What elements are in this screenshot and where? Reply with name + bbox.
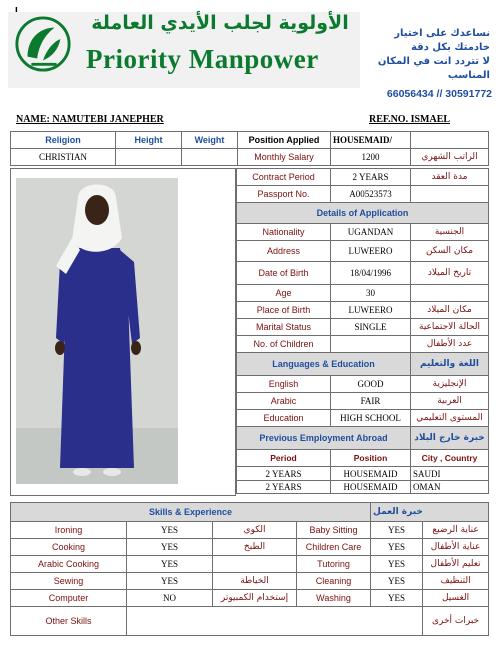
agency-logo-icon — [14, 14, 72, 74]
skill-sewing-label: Sewing — [11, 573, 127, 590]
address-label: Address — [237, 241, 331, 262]
children-arabic: عدد الأطفال — [411, 336, 489, 353]
skill-washing-arabic: الغسيل — [423, 590, 489, 607]
dob-value: 18/04/1996 — [331, 262, 411, 285]
arabic-value: FAIR — [331, 393, 411, 410]
period-header: Period — [237, 450, 331, 467]
employment-row — [237, 467, 489, 481]
employment-period: 2 YEARS — [237, 481, 331, 494]
education-arabic: المستوى التعليمي — [411, 410, 489, 427]
skill-children-care-value: YES — [371, 539, 423, 556]
address-value: LUWEERO — [331, 241, 411, 262]
education-label: Education — [237, 410, 331, 427]
city-country-header: City , Country — [411, 450, 489, 467]
nationality-arabic: الجنسية — [411, 224, 489, 241]
skill-cooking-label: Cooking — [11, 539, 127, 556]
skills-heading-arabic: خبرة العمل — [371, 503, 489, 522]
passport-arabic — [411, 186, 489, 203]
religion-value: CHRISTIAN — [11, 149, 116, 166]
skill-ironing-label: Ironing — [11, 522, 127, 539]
height-header: Height — [116, 132, 182, 149]
skill-cooking-value: YES — [127, 539, 213, 556]
slogan-line-1: نساعدك على اختيار خادمتك بكل دقة — [394, 28, 490, 53]
employment-period: 2 YEARS — [237, 467, 331, 481]
reference-number: REF.NO. ISMAEL — [369, 114, 451, 125]
religion-header: Religion — [11, 132, 116, 149]
skill-cleaning-value: YES — [371, 573, 423, 590]
skills-heading: Skills & Experience — [11, 503, 371, 522]
skill-ironing-value: YES — [127, 522, 213, 539]
marital-status-arabic: الحالة الاجتماعية — [411, 319, 489, 336]
contract-period-value: 2 YEARS — [331, 169, 411, 186]
passport-label: Passport No. — [237, 186, 331, 203]
english-label: English — [237, 376, 331, 393]
employment-country: OMAN — [411, 481, 489, 494]
monthly-salary-label: Monthly Salary — [238, 149, 331, 166]
employment-position: HOUSEMAID — [331, 481, 411, 494]
other-skills-label: Other Skills — [11, 607, 127, 636]
agency-slogan — [364, 27, 490, 83]
weight-header: Weight — [182, 132, 238, 149]
phone-numbers: 66056434 // 30591772 — [386, 88, 492, 100]
skill-cleaning-arabic: التنظيف — [423, 573, 489, 590]
monthly-salary-arabic: الراتب الشهري — [411, 149, 489, 166]
position-applied-label: Position Applied — [238, 132, 331, 149]
other-skills-value — [127, 607, 423, 636]
skill-children-care-arabic: عناية الأطفال — [423, 539, 489, 556]
candidate-figure-icon — [16, 178, 178, 484]
marital-status-value: SINGLE — [331, 319, 411, 336]
agency-name-arabic: الأولوية لجلب الأيدي العاملة — [91, 12, 349, 34]
slogan-line-2: لا تتردد انت في المكان المناسب — [377, 56, 490, 81]
agency-name-english: Priority Manpower — [86, 44, 319, 74]
position-header: Position — [331, 450, 411, 467]
skill-washing-value: YES — [371, 590, 423, 607]
employment-heading-arabic: خبرة خارج البلاد — [411, 427, 489, 450]
birthplace-label: Place of Birth — [237, 302, 331, 319]
skill-computer-arabic: إستخدام الكمبيوتر — [213, 590, 297, 607]
other-skills-arabic: خبرات أخرى — [423, 607, 489, 636]
position-empty-cell — [411, 132, 489, 149]
dob-arabic: تاريخ الميلاد — [411, 262, 489, 285]
skill-cleaning-label: Cleaning — [297, 573, 371, 590]
english-arabic: الإنجليزية — [411, 376, 489, 393]
skill-baby-sitting-label: Baby Sitting — [297, 522, 371, 539]
skill-row — [11, 522, 489, 539]
skill-sewing-value: YES — [127, 573, 213, 590]
skill-tutoring-arabic: تعليم الأطفال — [423, 556, 489, 573]
contract-period-label: Contract Period — [237, 169, 331, 186]
skill-computer-label: Computer — [11, 590, 127, 607]
skill-computer-value: NO — [127, 590, 213, 607]
skill-row — [11, 573, 489, 590]
arabic-arabic: العربية — [411, 393, 489, 410]
position-applied-value: HOUSEMAID/ — [331, 132, 411, 149]
skill-sewing-arabic: الخياطة — [213, 573, 297, 590]
details-table — [236, 168, 489, 494]
birthplace-arabic: مكان الميلاد — [411, 302, 489, 319]
skill-row — [11, 539, 489, 556]
skill-baby-sitting-value: YES — [371, 522, 423, 539]
top-info-table — [10, 131, 489, 166]
weight-value — [182, 149, 238, 166]
skill-arabic-cooking-arabic — [213, 556, 297, 573]
skill-washing-label: Washing — [297, 590, 371, 607]
age-value: 30 — [331, 285, 411, 302]
dob-label: Date of Birth — [237, 262, 331, 285]
employment-country: SAUDI — [411, 467, 489, 481]
skill-baby-sitting-arabic: عناية الرضيع — [423, 522, 489, 539]
languages-heading-arabic: اللغة والتعليم — [411, 353, 489, 376]
monthly-salary-value: 1200 — [331, 149, 411, 166]
skill-ironing-arabic: الكوي — [213, 522, 297, 539]
skill-row — [11, 556, 489, 573]
skill-row — [11, 590, 489, 607]
skills-table — [10, 502, 489, 636]
skill-cooking-arabic: الطبخ — [213, 539, 297, 556]
employment-heading: Previous Employment Abroad — [237, 427, 411, 450]
skill-tutoring-label: Tutoring — [297, 556, 371, 573]
address-arabic: مكان السكن — [411, 241, 489, 262]
age-label: Age — [237, 285, 331, 302]
children-value — [331, 336, 411, 353]
contract-period-arabic: مدة العقد — [411, 169, 489, 186]
details-heading: Details of Application — [237, 203, 489, 224]
arabic-label: Arabic — [237, 393, 331, 410]
english-value: GOOD — [331, 376, 411, 393]
marital-status-label: Marital Status — [237, 319, 331, 336]
employment-position: HOUSEMAID — [331, 467, 411, 481]
passport-value: A00523573 — [331, 186, 411, 203]
skill-arabic-cooking-label: Arabic Cooking — [11, 556, 127, 573]
height-value — [116, 149, 182, 166]
employment-row — [237, 481, 489, 494]
skill-arabic-cooking-value: YES — [127, 556, 213, 573]
candidate-photo — [16, 178, 178, 484]
nationality-label: Nationality — [237, 224, 331, 241]
languages-heading: Languages & Education — [237, 353, 411, 376]
skill-children-care-label: Children Care — [297, 539, 371, 556]
nationality-value: UGANDAN — [331, 224, 411, 241]
children-label: No. of Children — [237, 336, 331, 353]
age-arabic — [411, 285, 489, 302]
education-value: HIGH SCHOOL — [331, 410, 411, 427]
birthplace-value: LUWEERO — [331, 302, 411, 319]
skill-tutoring-value: YES — [371, 556, 423, 573]
candidate-name: NAME: NAMUTEBI JANEPHER — [16, 114, 164, 125]
